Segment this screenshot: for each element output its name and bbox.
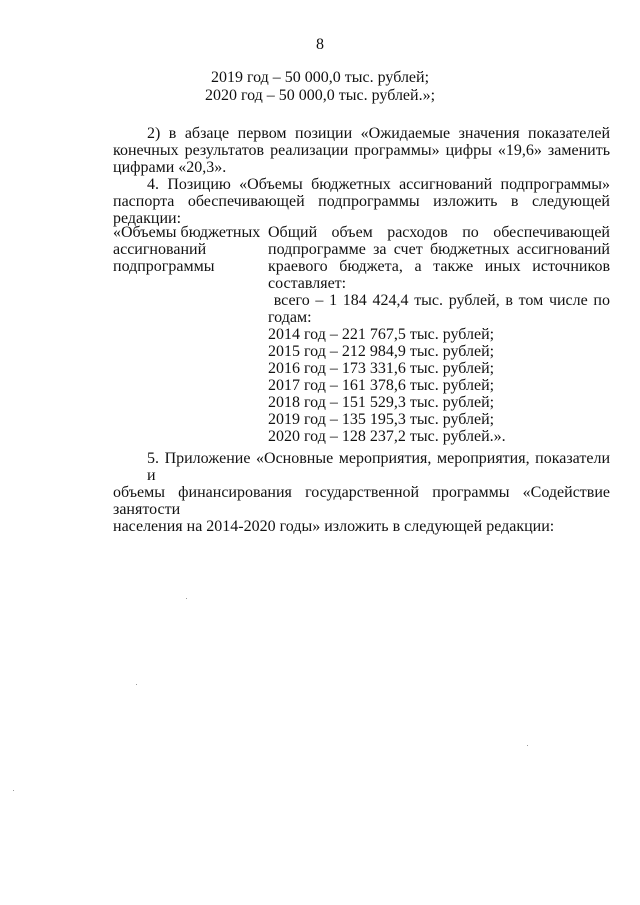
row-value-line: Общий объем расходов по обеспечивающей <box>268 224 610 241</box>
passport-row-value <box>268 224 610 445</box>
budget-line-2020: 2020 год – 50 000,0 тыс. рублей.»; <box>204 87 436 104</box>
year-amount-line: 2017 год – 161 378,6 тыс. рублей; <box>268 377 495 394</box>
item-2-paragraph <box>113 125 610 176</box>
item-5-line: 5. Приложение «Основные мероприятия, мероприятия, показатели и <box>147 450 610 484</box>
year-amount-line: 2018 год – 151 529,3 тыс. рублей; <box>268 394 495 411</box>
row-label-line: ассигнований <box>113 241 207 258</box>
row-value-line: всего – 1 184 424,4 тыс. рублей, в том числе по <box>268 292 610 309</box>
row-label-line: «Объемы бюджетных <box>113 224 261 241</box>
scan-speck <box>13 790 14 791</box>
page-number: 8 <box>316 36 324 53</box>
year-amount-line: 2016 год – 173 331,6 тыс. рублей; <box>268 360 495 377</box>
row-value-line: краевого бюджета, а также иных источников <box>268 258 610 275</box>
year-amount-line: 2020 год – 128 237,2 тыс. рублей.». <box>268 428 506 445</box>
item-2-line: конечных результатов реализации программы» цифры «19,6» заменить <box>113 142 610 159</box>
scan-speck <box>527 745 528 746</box>
item-5-paragraph <box>113 450 610 535</box>
item-2-line: цифрами «20,3». <box>113 159 227 176</box>
item-5-line: объемы финансирования государственной программы «Содействие занятости <box>113 484 610 518</box>
scan-speck <box>136 684 137 685</box>
year-amount-line: 2019 год – 135 195,3 тыс. рублей; <box>268 411 495 428</box>
row-value-line: годам: <box>268 309 312 326</box>
passport-row-label <box>113 224 263 275</box>
row-label-line: подпрограммы <box>113 258 215 275</box>
budget-line-2019: 2019 год – 50 000,0 тыс. рублей; <box>210 69 430 86</box>
item-4-paragraph <box>113 176 610 227</box>
item-4-line: паспорта обеспечивающей подпрограммы изложить в следующей редакции: <box>113 193 610 227</box>
item-5-line: населения на 2014-2020 годы» изложить в следующей редакции: <box>113 518 555 535</box>
row-value-line: подпрограмме за счет бюджетных ассигнований <box>268 241 610 258</box>
year-amount-line: 2014 год – 221 767,5 тыс. рублей; <box>268 326 495 343</box>
item-4-line: 4. Позицию «Объемы бюджетных ассигнований подпрограммы» <box>147 176 610 193</box>
row-value-line: составляет: <box>268 275 347 292</box>
item-2-line: 2) в абзаце первом позиции «Ожидаемые значения показателей <box>147 125 610 142</box>
year-amount-line: 2015 год – 212 984,9 тыс. рублей; <box>268 343 495 360</box>
scan-speck <box>186 598 187 599</box>
